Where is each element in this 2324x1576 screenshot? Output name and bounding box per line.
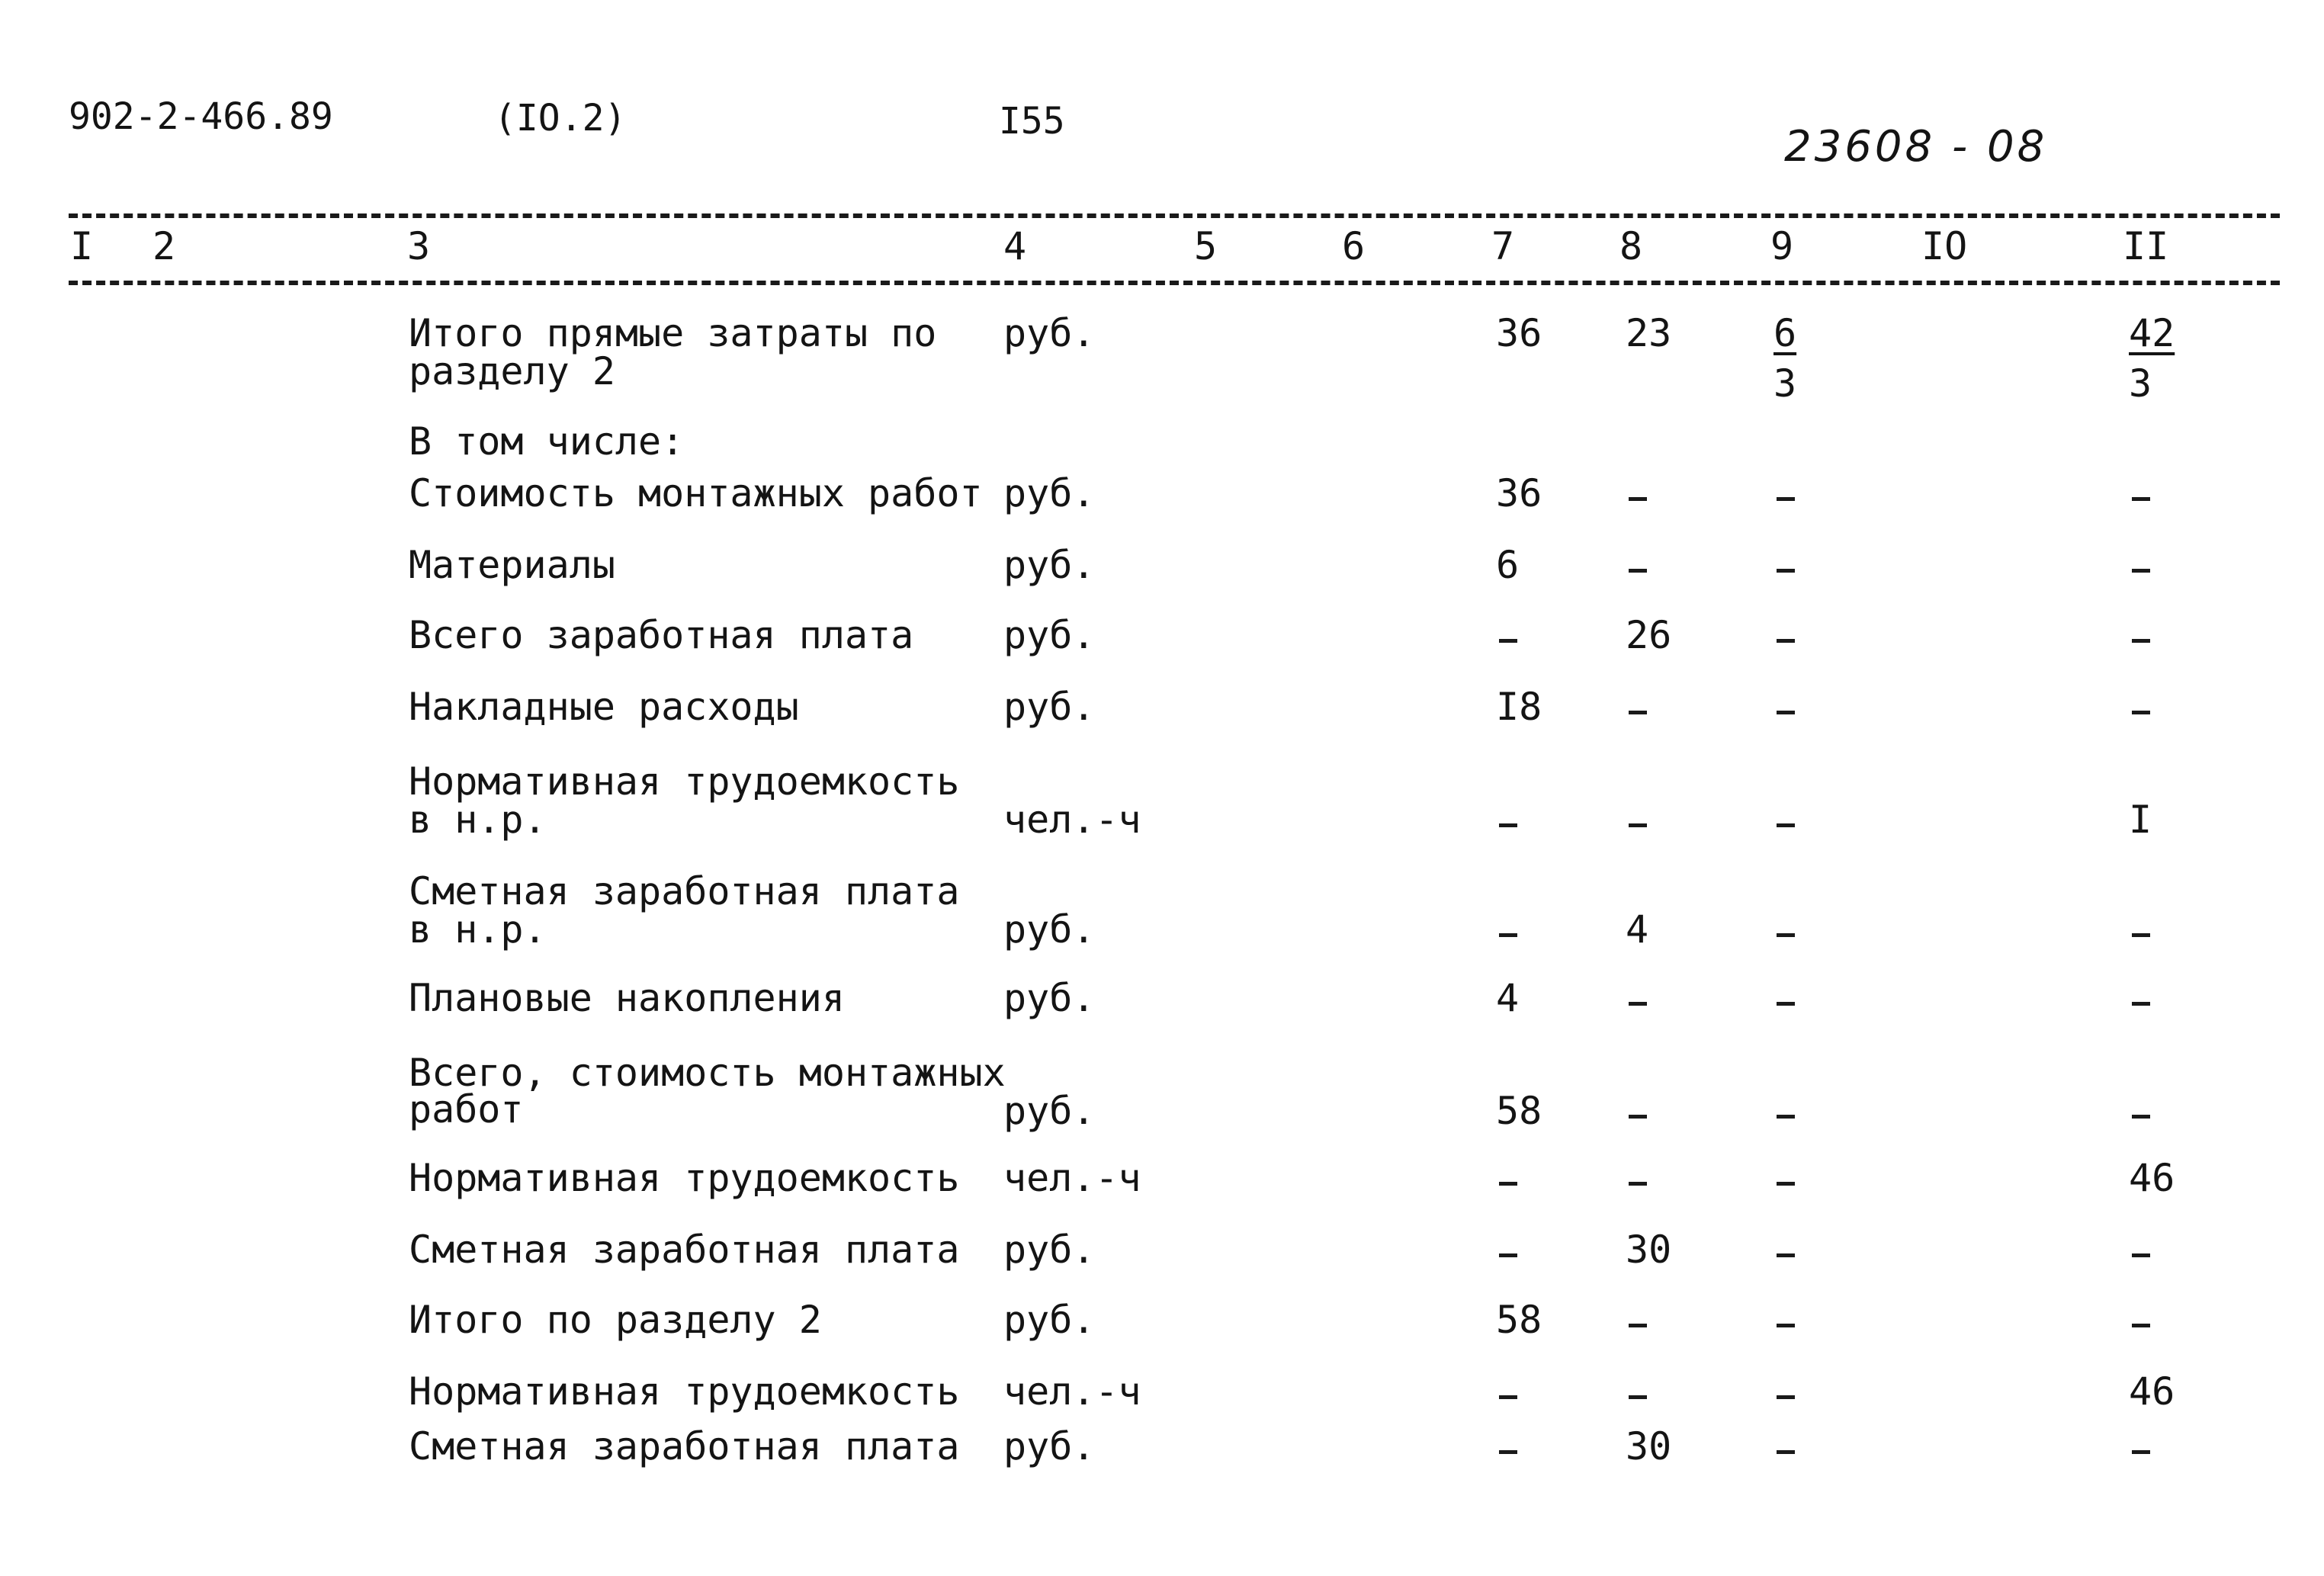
row-label: Итого прямые затраты по (409, 311, 937, 355)
col7-cell: 36 (1496, 311, 1542, 355)
col11-cell (2132, 569, 2150, 573)
col7-cell (1499, 1253, 1517, 1257)
row-label-continued: разделу 2 (409, 349, 615, 393)
row-label: В том числе: (409, 419, 685, 464)
col11-cell (2132, 1253, 2150, 1257)
row-label: Сметная заработная плата (409, 869, 960, 913)
col7-cell: 58 (1496, 1298, 1542, 1342)
row-label: Нормативная трудоемкость (409, 1156, 960, 1200)
row-label: Плановые накопления (409, 976, 845, 1020)
col7-cell: 4 (1496, 976, 1520, 1020)
header-bottom-rule (69, 281, 2280, 285)
row-label: Сметная заработная плата (409, 1424, 960, 1468)
registration-stamp: 23608 - 08 (1784, 122, 2048, 172)
row-label: Сметная заработная плата (409, 1228, 960, 1272)
row-label: Итого по разделу 2 (409, 1298, 822, 1342)
col11-cell (2132, 1002, 2150, 1006)
col7-cell: 6 (1496, 543, 1520, 587)
column-number: 6 (1342, 224, 1366, 268)
unit-cell: чел.-ч (1003, 1369, 1141, 1414)
row-label: Нормативная трудоемкость (409, 759, 960, 804)
col7-cell (1499, 1182, 1517, 1186)
unit-cell: руб. (1003, 1089, 1096, 1133)
column-number: 3 (407, 224, 431, 268)
row-label: Стоимость монтажных работ (409, 471, 983, 515)
row-label-continued: в н.р. (409, 798, 547, 842)
unit-cell: чел.-ч (1003, 798, 1141, 842)
row-label: Материалы (409, 543, 615, 587)
col8-cell: 30 (1626, 1424, 1672, 1468)
col9-cell (1777, 1395, 1795, 1399)
column-number: 4 (1003, 224, 1027, 268)
col11-cell (2132, 933, 2150, 937)
column-number: II (2123, 224, 2169, 268)
row-label: Всего заработная плата (409, 613, 914, 657)
row-label: Нормативная трудоемкость (409, 1369, 960, 1414)
col11-cell (2132, 497, 2150, 501)
column-number: 8 (1619, 224, 1643, 268)
column-number: I (70, 224, 94, 268)
unit-cell: руб. (1003, 685, 1096, 729)
col9-cell (1777, 711, 1795, 714)
col8-cell (1629, 711, 1647, 714)
col9-subvalue: 3 (1773, 361, 1797, 406)
col11-cell: 46 (2129, 1156, 2175, 1200)
column-number: 7 (1491, 224, 1515, 268)
row-label: Всего, стоимость монтажных (409, 1051, 1006, 1095)
unit-cell: руб. (1003, 613, 1096, 657)
col8-cell: 26 (1626, 613, 1672, 657)
col7-cell (1499, 1395, 1517, 1399)
col8-cell (1629, 569, 1647, 573)
col7-cell (1499, 1450, 1517, 1454)
col11-cell (2132, 1115, 2150, 1119)
page-number: I55 (999, 100, 1065, 143)
col8-cell: 4 (1626, 907, 1649, 952)
col9-cell (1777, 569, 1795, 573)
col9-cell (1777, 823, 1795, 827)
header-top-rule (69, 213, 2280, 218)
col9-cell (1777, 1115, 1795, 1119)
col11-cell (2132, 639, 2150, 643)
col8-cell (1629, 1395, 1647, 1399)
unit-cell: руб. (1003, 311, 1096, 355)
row-label-continued: в н.р. (409, 907, 547, 952)
col8-cell: 23 (1626, 311, 1672, 355)
col11-cell (2132, 1324, 2150, 1327)
row-label-continued: работ (409, 1087, 524, 1131)
col7-cell: I8 (1496, 685, 1542, 729)
col11-cell (2132, 1450, 2150, 1454)
unit-cell: руб. (1003, 907, 1096, 952)
col8-cell (1629, 1115, 1647, 1119)
row-label: Накладные расходы (409, 685, 799, 729)
col11-cell: I (2129, 798, 2152, 842)
col7-cell (1499, 933, 1517, 937)
col9-cell (1777, 1182, 1795, 1186)
unit-cell: руб. (1003, 976, 1096, 1020)
col7-cell: 58 (1496, 1089, 1542, 1133)
col8-cell (1629, 1002, 1647, 1006)
unit-cell: руб. (1003, 1228, 1096, 1272)
col9-cell (1777, 933, 1795, 937)
col7-cell (1499, 823, 1517, 827)
unit-cell: чел.-ч (1003, 1156, 1141, 1200)
col9-cell (1777, 1450, 1795, 1454)
col11-subvalue: 3 (2129, 361, 2152, 406)
col11-cell: 42 (2129, 311, 2175, 355)
col11-cell (2132, 711, 2150, 714)
column-number: 9 (1770, 224, 1794, 268)
unit-cell: руб. (1003, 471, 1096, 515)
section-code: (IO.2) (494, 97, 627, 140)
unit-cell: руб. (1003, 1298, 1096, 1342)
col8-cell (1629, 1182, 1647, 1186)
column-number: 2 (152, 224, 176, 268)
col9-cell (1777, 1002, 1795, 1006)
unit-cell: руб. (1003, 543, 1096, 587)
col8-cell (1629, 1324, 1647, 1327)
col8-cell: 30 (1626, 1228, 1672, 1272)
column-number: 5 (1194, 224, 1218, 268)
col7-cell (1499, 639, 1517, 643)
col9-cell (1777, 1253, 1795, 1257)
unit-cell: руб. (1003, 1424, 1096, 1468)
col8-cell (1629, 497, 1647, 501)
col9-cell (1777, 1324, 1795, 1327)
col9-cell: 6 (1773, 311, 1797, 355)
col9-cell (1777, 497, 1795, 501)
col9-cell (1777, 639, 1795, 643)
col7-cell: 36 (1496, 471, 1542, 515)
col8-cell (1629, 823, 1647, 827)
document-code: 902-2-466.89 (69, 95, 333, 138)
col11-cell: 46 (2129, 1369, 2175, 1414)
column-number: IO (1921, 224, 1968, 268)
